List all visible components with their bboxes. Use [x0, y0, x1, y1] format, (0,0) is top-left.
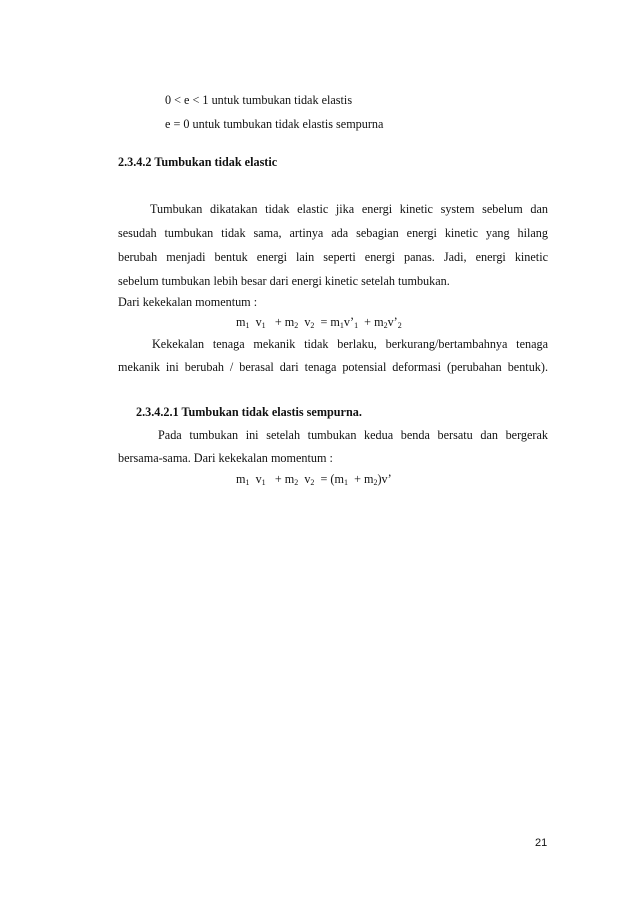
paragraph-line-4: sebelum tumbukan lebih besar dari energi kinetic setelah tumbukan. [118, 274, 450, 288]
energy-line-1: Kekekalan tenaga mekanik tidak berlaku, berkurang/bertambahnya tenaga [152, 337, 548, 351]
page-number: 21 [535, 837, 548, 849]
equation-1: $m_1$ $v_1 + m_2$ $v_2$ = $m_1v’_1$ + $m_2v’_2$ [236, 315, 402, 330]
paragraph2-line-1: Pada tumbukan ini setelah tumbukan kedua benda bersatu dan bergerak [158, 428, 548, 442]
paragraph-line-3: berubah menjadi bentuk energi lain seperti energi panas. Jadi, energi kinetic [118, 250, 548, 264]
equation-2: $m_1$ $v_1 + m_2$ $v_2 = (m_1 + m_2)v$’ [236, 472, 392, 487]
paragraph2-line-2: bersama-sama. Dari kekekalan momentum : [118, 451, 333, 465]
section-heading-23421: 2.3.4.2.1 Tumbukan tidak elastis sempurna. [136, 405, 362, 419]
condition-line-1: 0 < e < 1 untuk tumbukan tidak elastis [165, 93, 353, 107]
condition-line-2: e = 0 untuk tumbukan tidak elastis sempurna [165, 117, 384, 131]
energy-line-2: mekanik ini berubah / berasal dari tenaga potensial deformasi (perubahan bentuk). [118, 360, 548, 374]
section-heading-2342: 2.3.4.2 Tumbukan tidak elastic [118, 155, 278, 169]
momentum-label: Dari kekekalan momentum : [118, 295, 258, 309]
paragraph-line-1: Tumbukan dikatakan tidak elastic jika energi kinetic system sebelum dan [150, 202, 548, 216]
paragraph-line-2: sesudah tumbukan tidak sama, artinya ada sebagian energi kinetic yang hilang [118, 226, 548, 240]
